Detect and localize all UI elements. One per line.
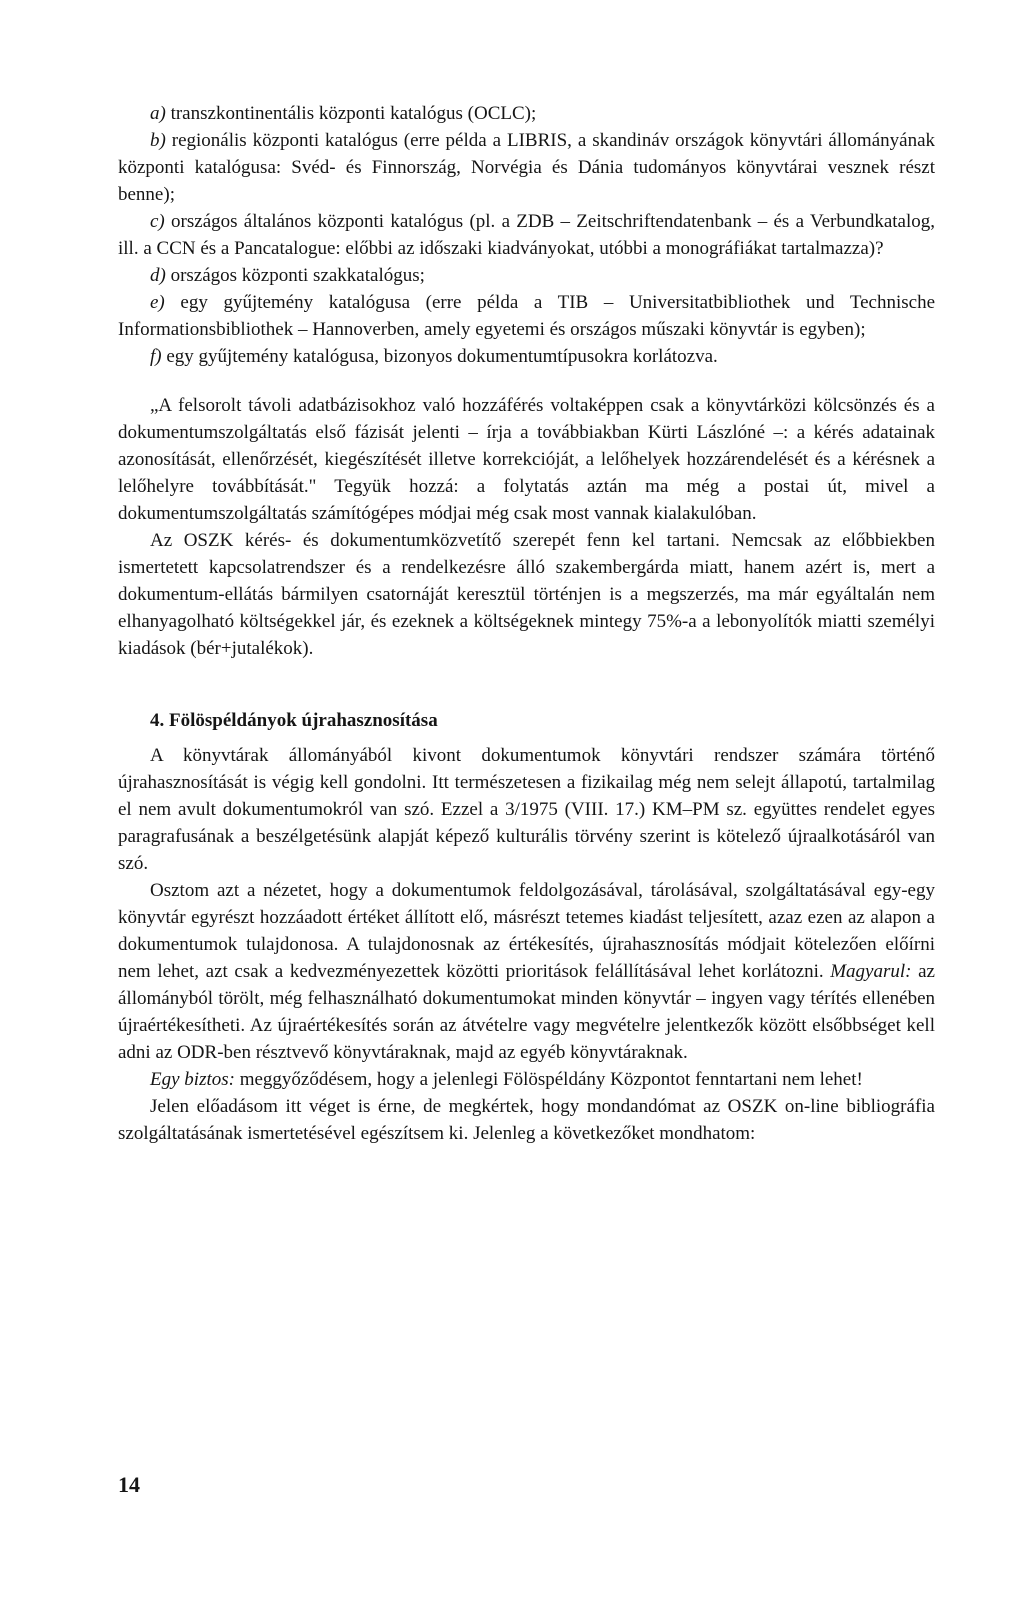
body-paragraph: [118, 1066, 935, 1093]
list-item: [118, 262, 935, 289]
list-item-text: egy gyűjtemény katalógusa (erre példa a TIB – Universitatbibliothek und Technische Informationsbibliothek – Hannoverben, amely egyetemi és országos műszaki könyvtár is egyben);: [118, 292, 936, 340]
list-item-label: e): [150, 292, 165, 313]
list-item-label: c): [150, 211, 165, 232]
paragraph-text: az állományból törölt, még felhasználható dokumentumokat minden könyvtár – ingyen vagy térítés ellenében újraértékesítheti. Az újraértékesítés során az átvételre vagy megvételre jelentkezők között elsőbbséget kell adni az ODR-ben résztvevő könyvtáraknak, majd az egyéb könyvtáraknak.: [118, 961, 935, 1063]
list-item-label: f): [150, 346, 162, 367]
emphasis-text: Magyarul:: [830, 961, 912, 982]
list-item-label: a): [150, 103, 166, 124]
list-item: [118, 343, 935, 370]
quote-paragraph: „A felsorolt távoli adatbázisokhoz való hozzáférés voltaképpen csak a könyvtárközi kölcsönzés és a dokumentumszolgáltatás első fázisát jelenti – írja a továbbiakban Kürti Lászlóné –: a kérés adatainak azonosítását, ellenőrzését, kiegészítését illetve korrekcióját, a lelőhelyek hozzárendelését és a kérésnek a lelőhelyre továbbítását." Tegyük hozzá: a folytatás aztán ma még a postai út, mivel a dokumentumszolgáltatás számítógépes módjai még csak most vannak kialakulóban.: [118, 395, 935, 524]
body-paragraph: A könyvtárak állományából kivont dokumentumok könyvtári rendszer számára történő újrahasznosítását is végig kell gondolni. Itt természetesen a fizikailag még nem selejt állapotú, tartalmilag el nem avult dokumentumokról van szó. Ezzel a 3/1975 (VIII. 17.) KM–PM sz. együttes rendelet egyes paragrafusának a beszélgetésünk alapját képező kulturális törvény szerint is kötelező újraalkotásáról van szó.: [118, 745, 935, 874]
list-item-text: transzkontinentális központi katalógus (OCLC);: [170, 103, 537, 124]
list-item-text: regionális központi katalógus (erre példa a LIBRIS, a skandináv országok könyvtári állományának központi katalógusa: Svéd- és Finnország, Norvégia és Dánia tudományos könyvtárai vesznek részt benne);: [118, 130, 936, 205]
list-item-text: országos általános központi katalógus (pl. a ZDB – Zeitschriftendatenbank – és a Verbundkatalog, ill. a CCN és a Pancatalogue: előbbi az időszaki kiadványokat, utóbbi a monográfiákat tartalmazza)?: [118, 211, 935, 259]
list-item: [118, 289, 935, 343]
list-item-label: b): [150, 130, 166, 151]
list-item: [118, 100, 935, 127]
list-item-label: d): [150, 265, 166, 286]
page-content: [118, 100, 935, 1147]
paragraph-text: Osztom azt a nézetet, hogy a dokumentumok feldolgozásával, tárolásával, szolgáltatásával egy-egy könyvtár egyrészt hozzáadott értéket állított elő, másrészt tetemes kiadást teljesített, azaz ezen az alapon a dokumentumok tulajdonosa. A tulajdonosnak az értékesítés, újrahasznosítás módjait kötelezően előírni nem lehet, azt csak a kedvezményezettek közötti prioritások felállításával lehet korlátozni.: [118, 880, 935, 982]
list-item: [118, 127, 935, 208]
body-paragraph: Jelen előadásom itt véget is érne, de megkértek, hogy mondandómat az OSZK on-line bibliográfia szolgáltatásának ismertetésével egészítsem ki. Jelenleg a következőket mondhatom:: [118, 1096, 935, 1144]
emphasis-text: Egy biztos:: [150, 1069, 235, 1090]
body-paragraph: [118, 877, 935, 1066]
list-item-text: egy gyűjtemény katalógusa, bizonyos dokumentumtípusokra korlátozva.: [166, 346, 718, 367]
page-number: 14: [118, 1472, 140, 1497]
list-item-text: országos központi szakkatalógus;: [170, 265, 425, 286]
section-heading: 4. Fölöspéldányok újrahasznosítása: [150, 710, 438, 731]
body-paragraph: Az OSZK kérés- és dokumentumközvetítő szerepét fenn kel tartani. Nemcsak az előbbiekben ismertetett kapcsolatrendszer és a rendelkezésre álló szakembergárda miatt, hanem azért is, mert a dokumentum-ellátás bármilyen csatornáját keresztül történjen is a megszerzés, ma már egyáltalán nem elhanyagolható költségekkel jár, és ezeknek a költségeknek mintegy 75%-a a lebonyolítók miatti személyi kiadások (bér+jutalékok).: [118, 530, 935, 659]
paragraph-text: meggyőződésem, hogy a jelenlegi Fölöspéldány Központot fenntartani nem lehet!: [234, 1069, 863, 1090]
list-item: [118, 208, 935, 262]
